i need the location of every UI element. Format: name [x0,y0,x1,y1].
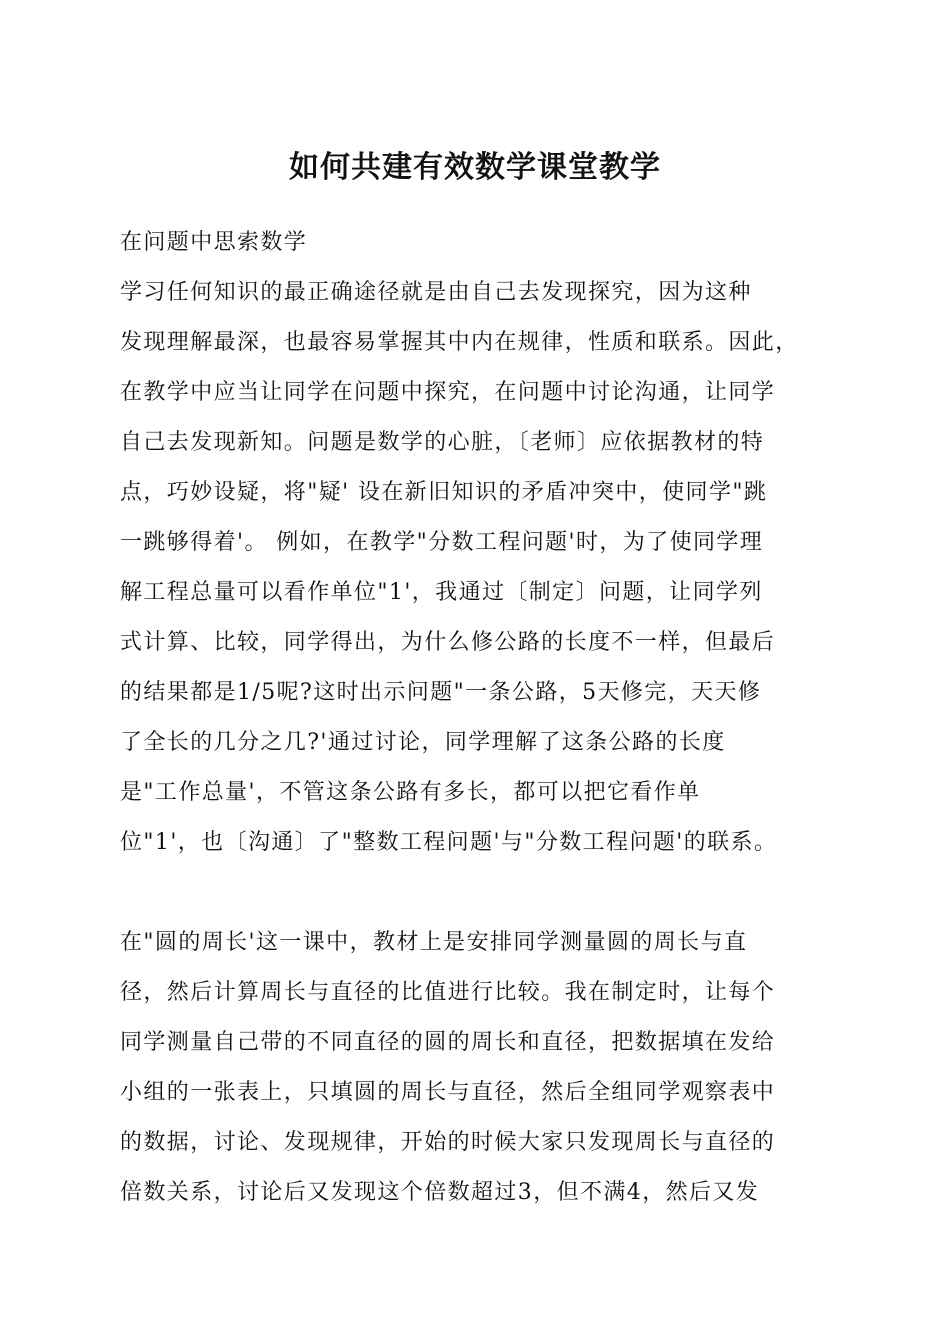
paragraph-line: 是"工作总量'，不管这条公路有多长，都可以把它看作单 [120,780,701,805]
paragraph-line: 学习任何知识的最正确途径就是由自己去发现探究，因为这种 [120,280,752,305]
paragraph-line: 解工程总量可以看作单位"1'，我通过〔制定〕问题，让同学列 [120,580,763,605]
paragraph-line: 小组的一张表上，只填圆的周长与直径，然后全组同学观察表中 [120,1080,776,1105]
document-title: 如何共建有效数学课堂教学 [289,150,661,185]
paragraph-line: 在"圆的周长'这一课中，教材上是安排同学测量圆的周长与直 [120,930,748,955]
paragraph-line: 同学测量自己带的不同直径的圆的周长和直径，把数据填在发给 [120,1030,776,1055]
paragraph-line: 的数据，讨论、发现规律，开始的时候大家只发现周长与直径的 [120,1130,776,1155]
paragraph-line: 倍数关系，讨论后又发现这个倍数超过3，但不满4，然后又发 [120,1180,760,1205]
paragraph-line: 径，然后计算周长与直径的比值进行比较。我在制定时，让每个 [120,980,776,1005]
paragraph-line: 式计算、比较，同学得出，为什么修公路的长度不一样，但最后 [120,630,776,655]
paragraph-line: 的结果都是1/5呢?这时出示问题"一条公路，5天修完，天天修 [120,680,762,705]
paragraph-line: 了全长的几分之几?'通过讨论，同学理解了这条公路的长度 [120,730,726,755]
section-heading: 在问题中思索数学 [120,230,308,255]
paragraph-line: 位"1'，也〔沟通〕了"整数工程问题'与"分数工程问题'的联系。 [120,830,778,855]
paragraph-line: 在教学中应当让同学在问题中探究，在问题中讨论沟通，让同学 [120,380,776,405]
paragraph-line: 一跳够得着'。 例如，在教学"分数工程问题'时，为了使同学理 [120,530,764,555]
paragraph-line: 点，巧妙设疑，将"疑' 设在新旧知识的矛盾冲突中，使同学"跳 [120,480,768,505]
paragraph-line: 自己去发现新知。问题是数学的心脏，〔老师〕应依据教材的特 [120,430,765,455]
paragraph-line: 发现理解最深，也最容易掌握其中内在规律，性质和联系。因此， [120,330,799,355]
